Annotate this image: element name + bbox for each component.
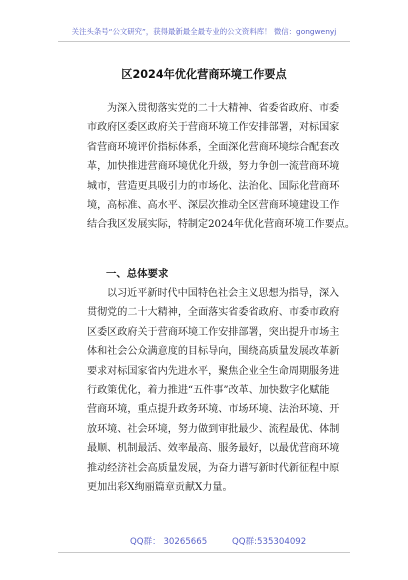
paragraph-line: 市政府区委区政府关于营商环境工作安排部署，对标国家 (87, 122, 340, 134)
paragraph-line: 革，加快推进营商环境优化升级，努力争创一流营商环境 (87, 161, 340, 173)
paragraph-line: 营商环境，重点提升政务环境、市场环境、法治环境、开 (87, 404, 340, 416)
footer-divider (58, 552, 350, 553)
section-heading: 一、总体要求 (106, 268, 169, 280)
header-divider (58, 41, 350, 42)
paragraph-line: 境，高标准、高水平、深层次推动全区营商环境建设工作 (87, 199, 340, 211)
footer-qq-group-1: QQ群： 30265665 (130, 537, 208, 547)
paragraph-line: 行政策优化，着力推进“五件事”改革、加快数字化赋能 (87, 384, 330, 396)
paragraph-line: 城市，营造更具吸引力的市场化、法治化、国际化营商环 (87, 180, 340, 192)
page-header-promo: 关注头条号“公文研究”，获得最新最全最专业的公文资料库！ 微信：gongwenyj (71, 27, 337, 36)
paragraph-line: 体和社会公众满意度的目标导向，围绕高质量发展改革新 (87, 346, 340, 358)
paragraph-line: 以习近平新时代中国特色社会主义思想为指导，深入 (107, 288, 340, 299)
paragraph-line: 贯彻党的二十大精神，全面落实省委省政府、市委市政府 (87, 307, 340, 319)
paragraph-line: 推动经济社会高质量发展，为奋力谱写新时代新征程中原 (87, 462, 340, 474)
paragraph-line: 区委区政府关于营商环境工作安排部署，突出提升市场主 (87, 326, 340, 338)
paragraph-line: 更加出彩X绚丽篇章贡献X力量。 (87, 481, 233, 493)
document-title: 区2024年优化营商环境工作要点 (121, 68, 287, 81)
footer-qq-group-2: QQ群:535304092 (232, 537, 307, 547)
paragraph-line: 结合我区发展实际，特制定2024年优化营商环境工作要点。 (87, 219, 355, 231)
paragraph-line: 放环境、社会环境，努力做到审批最少、流程最优、体制 (87, 423, 340, 435)
paragraph-line: 要求对标国家省内先进水平，聚焦企业全生命周期服务进 (87, 365, 340, 377)
intro-paragraph (87, 99, 355, 235)
paragraph-line: 最顺、机制最活、效率最高、服务最好，以最优营商环境 (87, 443, 340, 455)
section-paragraph (87, 284, 340, 497)
paragraph-line: 省营商环境评价指标体系，全面深化营商环境综合配套改 (87, 141, 340, 153)
paragraph-line: 为深入贯彻落实党的二十大精神、省委省政府、市委 (107, 103, 340, 114)
